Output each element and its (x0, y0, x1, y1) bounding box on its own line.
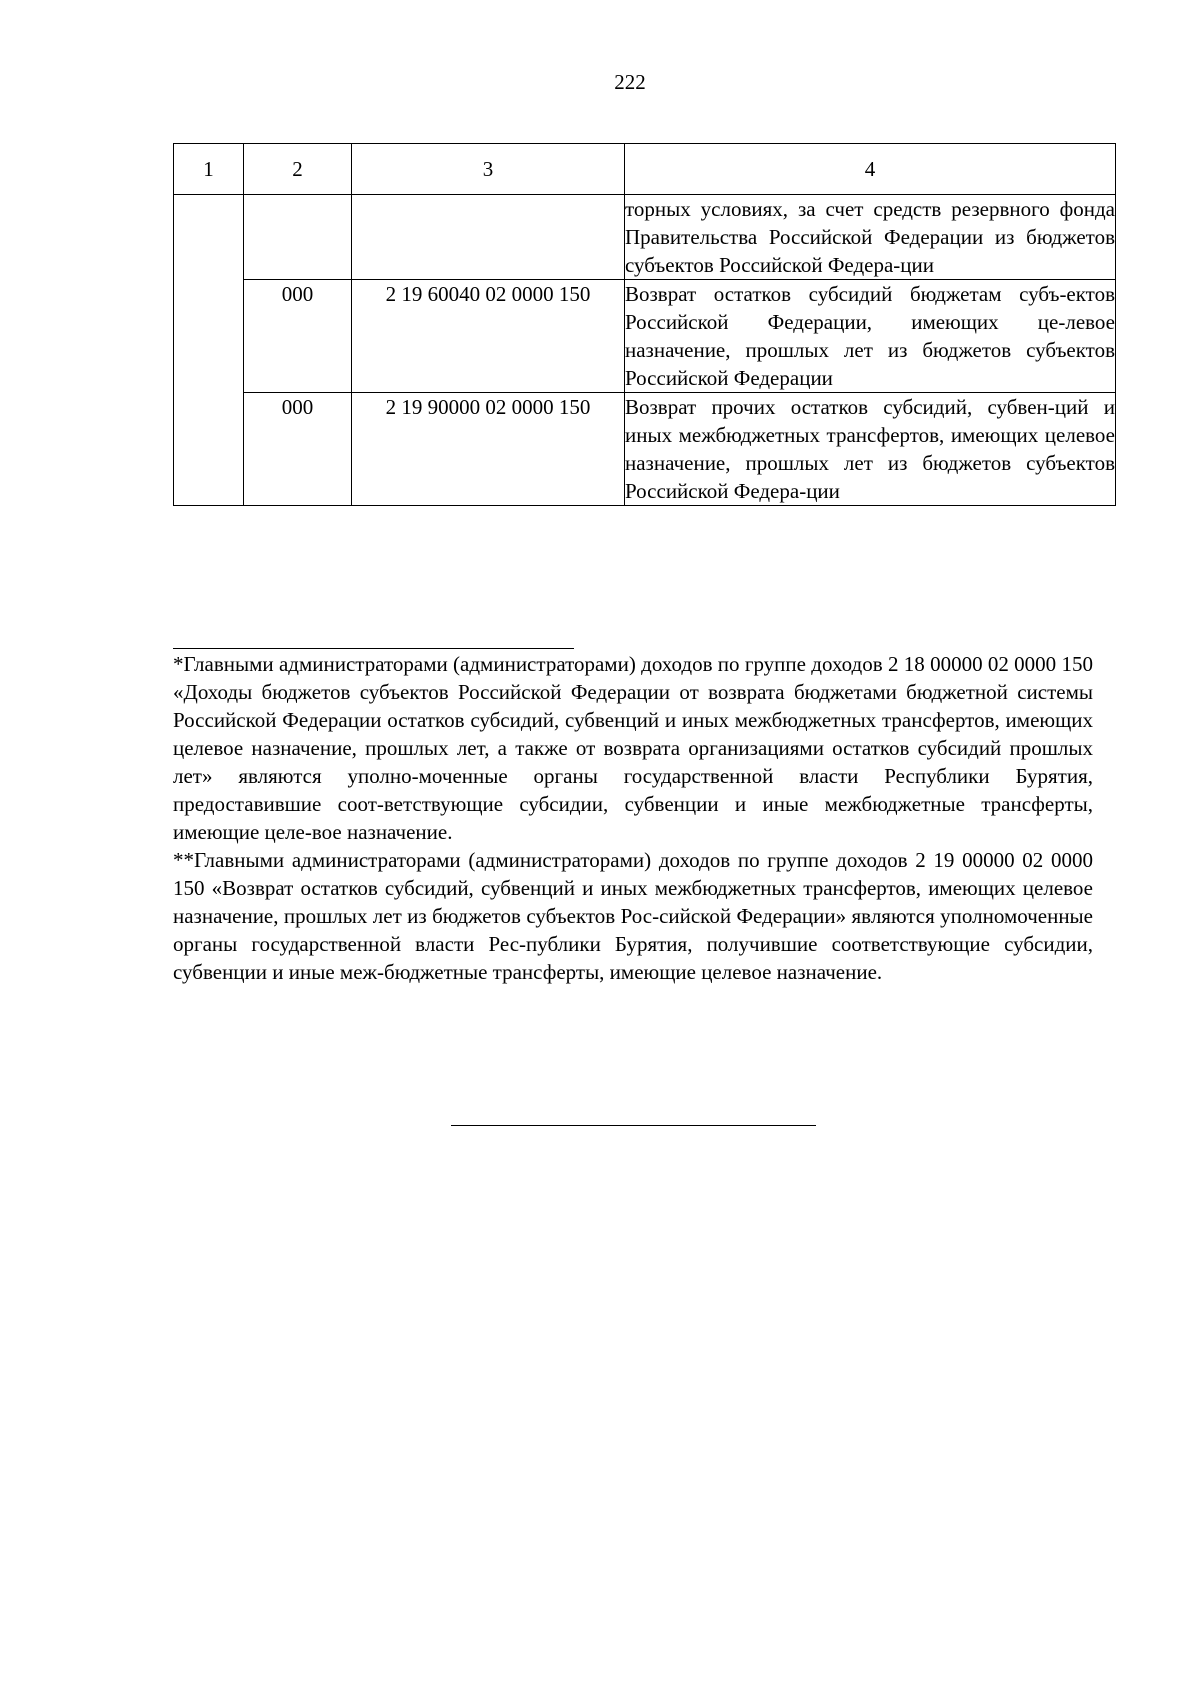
table-row (174, 393, 1116, 506)
table-header-col-2: 2 (244, 144, 352, 195)
table-cell-col-1-empty (174, 195, 244, 506)
table-cell-description: Возврат остатков субсидий бюджетам субъ-ектов Российской Федерации, имеющих це-левое назначение, прошлых лет из бюджетов субъектов Российской Федерации (625, 280, 1116, 393)
table-cell-code-2 (244, 195, 352, 280)
footnote-separator (173, 648, 574, 649)
table-row (174, 280, 1116, 393)
table-row (174, 195, 1116, 280)
table-cell-code-3: 2 19 60040 02 0000 150 (352, 280, 625, 393)
footnotes (173, 650, 1093, 986)
footnote-2: **Главными администраторами (администраторами) доходов по группе доходов 2 19 00000 02 0000 150 «Возврат остатков субсидий, субвенций и иных межбюджетных трансфертов, имеющих целевое назначение, прошлых лет из бюджетов субъектов Рос-сийской Федерации» являются уполномоченные органы государственной власти Рес-публики Бурятия, получившие соответствующие субсидии, субвенции и иные меж-бюджетные трансферты, имеющие целевое назначение. (173, 848, 1093, 984)
table-cell-code-2: 000 (244, 393, 352, 506)
table-header-col-1: 1 (174, 144, 244, 195)
table-cell-description: торных условиях, за счет средств резервного фонда Правительства Российской Федерации из бюджетов субъектов Российской Федера-ции (625, 195, 1116, 280)
footnote-1: *Главными администраторами (администраторами) доходов по группе доходов 2 18 00000 02 0000 150 «Доходы бюджетов субъектов Российской Федерации от возврата бюджетами бюджетной системы Российской Федерации остатков субсидий, субвенций и иных межбюджетных трансфертов, имеющих целевое назначение, прошлых лет, а также от возврата организациями остатков субсидий прошлых лет» являются уполно-моченные органы государственной власти Республики Бурятия, предоставившие соот-ветствующие субсидии, субвенции и иные межбюджетные трансферты, имеющие целе-вое назначение. (173, 652, 1093, 844)
table-header-col-3: 3 (352, 144, 625, 195)
table-header-row (174, 144, 1116, 195)
table-cell-code-2: 000 (244, 280, 352, 393)
end-of-document-rule (451, 1125, 816, 1126)
budget-codes-table (173, 143, 1116, 506)
page-number: 222 (614, 70, 646, 94)
table-cell-code-3 (352, 195, 625, 280)
table-cell-code-3: 2 19 90000 02 0000 150 (352, 393, 625, 506)
table-cell-description: Возврат прочих остатков субсидий, субвен-ций и иных межбюджетных трансфертов, имеющих целевое назначение, прошлых лет из бюджетов субъектов Российской Федера-ции (625, 393, 1116, 506)
table-header-col-4: 4 (625, 144, 1116, 195)
